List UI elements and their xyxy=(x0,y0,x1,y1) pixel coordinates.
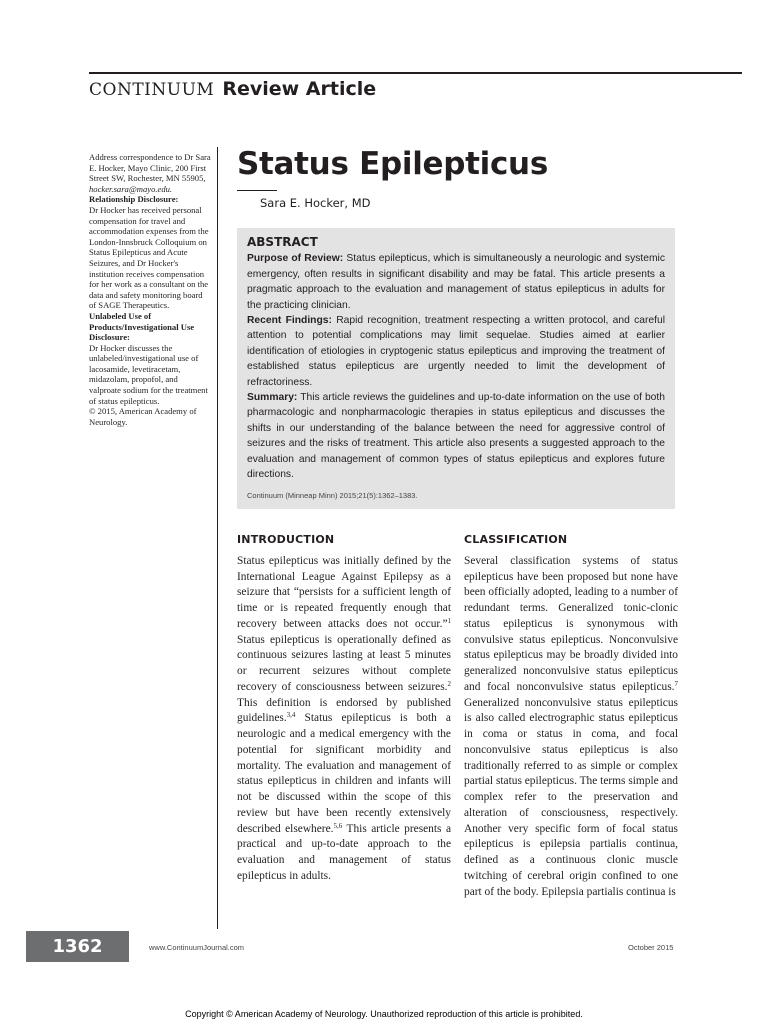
title-rule xyxy=(237,190,277,191)
page-number: 1362 xyxy=(26,931,129,962)
issue-date: October 2015 xyxy=(628,943,674,952)
introduction-section xyxy=(237,532,451,885)
intro-text-1: Status epilepticus was initially defined by the International League Against Epilepsy as a seizure that “persists for a sufficient length of time or is repeated frequently enough that recovery between attacks does not occur.” xyxy=(237,554,451,630)
findings-label: Recent Findings: xyxy=(247,315,332,327)
article-type-label: Review Article xyxy=(222,78,377,100)
summary-text: This article reviews the guidelines and up-to-date information on the use of both pharmacologic and nonpharmacologic therapies in status epilepticus and discusses the shifts in our understanding of the balance between the need for aggressive control of seizures and the risks of treatment. This article also presents a suggested approach to the evaluation and management of common types of status epilepticus and explores future directions. xyxy=(247,392,665,481)
unlabeled-use-text: Dr Hocker discusses the unlabeled/investigational use of lacosamide, levetiracetam, midazolam, propofol, and valproate sodium for the treatment of status epilepticus. xyxy=(89,342,208,406)
classification-heading: CLASSIFICATION xyxy=(464,533,568,546)
introduction-paragraph xyxy=(237,554,451,885)
journal-url[interactable]: www.ContinuumJournal.com xyxy=(149,943,245,952)
introduction-heading: INTRODUCTION xyxy=(237,533,335,546)
abstract-citation: Continuum (Minneap Minn) 2015;21(5):1362–1383. xyxy=(247,491,418,500)
article-author: Sara E. Hocker, MD xyxy=(260,196,371,210)
intro-text-3: This definition is endorsed by published guidelines. xyxy=(237,696,451,725)
reference-marker[interactable]: 7 xyxy=(674,679,678,688)
column-divider xyxy=(217,147,218,929)
correspondence-address: Address correspondence to Dr Sara E. Hocker, Mayo Clinic, 200 First Street SW, Rochester, MN 55905, xyxy=(89,152,211,184)
author-sidebar xyxy=(89,152,211,427)
abstract-findings xyxy=(247,313,665,390)
classification-section xyxy=(464,532,678,900)
reference-marker[interactable]: 3,4 xyxy=(286,711,296,720)
sidebar-copyright: © 2015, American Academy of Neurology. xyxy=(89,406,197,427)
reference-marker[interactable]: 5,6 xyxy=(333,821,343,830)
relationship-disclosure-heading: Relationship Disclosure: xyxy=(89,194,179,205)
header-rule xyxy=(89,72,742,74)
intro-text-4: Status epilepticus is both a neurologic and a medical emergency with the potential for significant morbidity and mortality. The evaluation and management of status epilepticus in children and infants will not be discussed within the scope of this review but have been recently extensively described elsewhere. xyxy=(237,712,451,835)
reference-marker[interactable]: 1 xyxy=(447,616,451,625)
purpose-label: Purpose of Review: xyxy=(247,253,344,265)
reference-marker[interactable]: 2 xyxy=(447,679,451,688)
author-email[interactable]: hocker.sara@mayo.edu. xyxy=(89,183,173,194)
class-text-2: Generalized nonconvulsive status epilepticus is also called electrographic status epilepticus in coma or status in coma, and focal nonconvulsive status epilepticus is also traditionally referred to as simple or complex partial status epilepticus. The terms simple and complex refer to the preservation and alteration of consciousness, respectively. Another very specific form of focal status epilepticus is epilepsia partialis continua, defined as a continuous clonic muscle twitching of cerebral origin confined to one part of the body. Epilepsia partialis continua is xyxy=(464,696,678,898)
journal-header xyxy=(89,78,376,100)
abstract-purpose xyxy=(247,251,665,313)
findings-text: Rapid recognition, treatment respecting a written protocol, and careful attention to potential complications may limit sequelae. Studies aimed at earlier identification of etiologies in cryptogenic status epilepticus and improving the treatment of established status epilepticus are urgently needed to limit the development of refractoriness. xyxy=(247,315,665,388)
intro-text-5: This article presents a practical and up-to-date approach to the evaluation and management of status epilepticus in adults. xyxy=(237,822,451,882)
copyright-notice: Copyright © American Academy of Neurology. Unauthorized reproduction of this article is prohibited. xyxy=(185,1009,583,1019)
summary-label: Summary: xyxy=(247,392,298,404)
article-title: Status Epilepticus xyxy=(237,146,548,182)
class-text-1: Several classification systems of status epilepticus have been proposed but none have been officially adopted, leading to a number of redundant terms. Generalized tonic-clonic status epilepticus is synonymous with convulsive status epilepticus. Nonconvulsive status epilepticus may be broadly divided into generalized nonconvulsive status epilepticus and focal nonconvulsive status epilepticus. xyxy=(464,554,678,693)
classification-paragraph xyxy=(464,554,678,901)
intro-text-2: Status epilepticus is operationally defined as continuous seizures lasting at least 5 minutes or recurrent seizures without complete recovery of consciousness between seizures. xyxy=(237,633,451,693)
journal-name: CONTINUUM xyxy=(89,80,215,100)
abstract-summary xyxy=(247,390,665,482)
abstract-box xyxy=(237,228,675,509)
purpose-text: Status epilepticus, which is simultaneously a neurologic and systemic emergency, often results in significant disability and may be fatal. This article presents a pragmatic approach to the evaluation and management of status epilepticus in adults for the practicing clinician. xyxy=(247,253,665,311)
relationship-disclosure-text: Dr Hocker has received personal compensation for travel and accommodation expenses from the London-Innsbruck Colloquium on Status Epilepticus and Acute Seizures, and Dr Hocker's institution receives compensation for her work as a consultant on the data and safety monitoring board of SAGE Therapeutics. xyxy=(89,204,209,311)
unlabeled-use-heading: Unlabeled Use of Products/Investigational Use Disclosure: xyxy=(89,310,195,343)
abstract-heading: ABSTRACT xyxy=(247,235,318,249)
